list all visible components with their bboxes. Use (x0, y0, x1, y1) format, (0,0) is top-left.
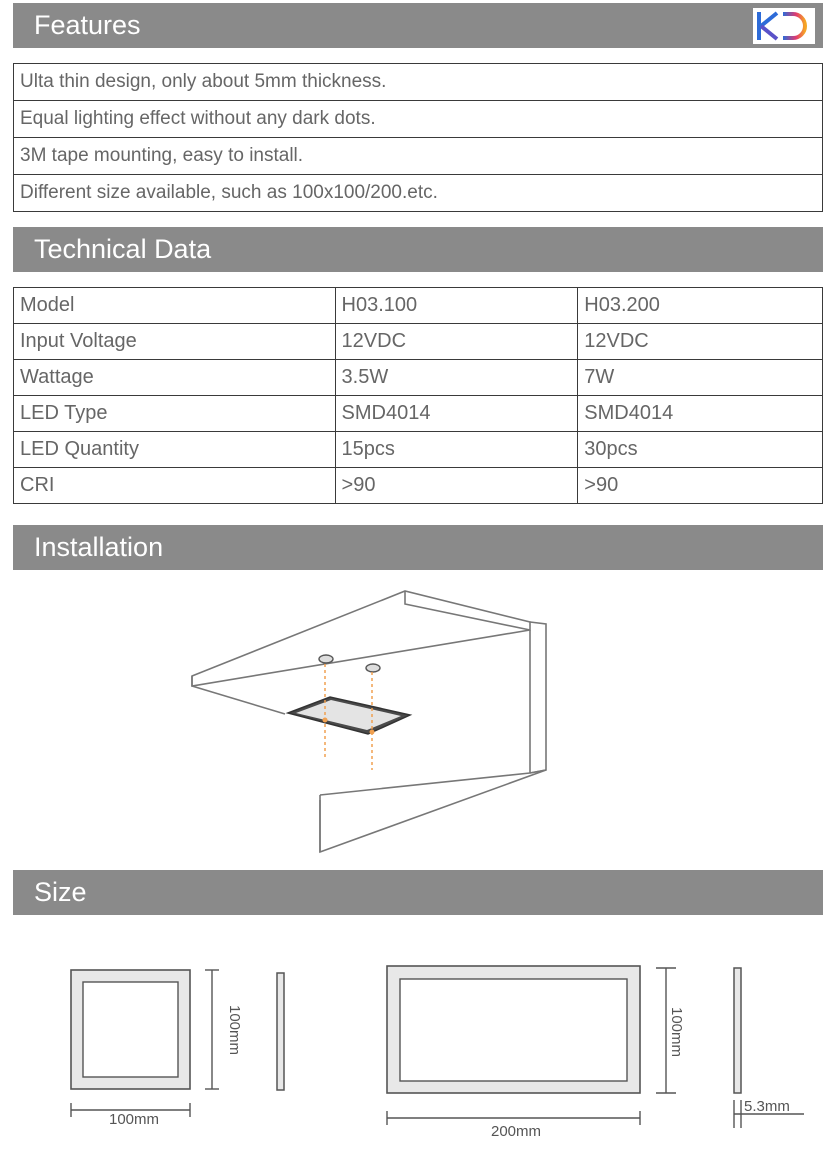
panel-200-front (387, 966, 640, 1093)
led-panel-icon (288, 697, 410, 734)
feature-item: 3M tape mounting, easy to install. (14, 138, 823, 175)
table-cell: 30pcs (578, 432, 823, 468)
installation-diagram (0, 570, 838, 870)
table-cell: 15pcs (335, 432, 578, 468)
table-cell: 7W (578, 360, 823, 396)
table-cell: H03.100 (335, 288, 578, 324)
table-cell: >90 (335, 468, 578, 504)
table-row (14, 360, 823, 396)
size-diagram (0, 915, 838, 1153)
installation-header (13, 525, 823, 570)
small-height-label: 100mm (226, 1004, 243, 1056)
table-cell: 12VDC (335, 324, 578, 360)
features-header (13, 3, 823, 48)
feature-row (14, 175, 823, 212)
table-cell: >90 (578, 468, 823, 504)
panel-100-side (277, 973, 284, 1090)
thickness-label: 5.3mm (744, 1098, 790, 1115)
feature-item: Ulta thin design, only about 5mm thickness. (14, 64, 823, 101)
table-cell: CRI (14, 468, 336, 504)
table-cell: Input Voltage (14, 324, 336, 360)
technical-title: Technical Data (34, 234, 212, 264)
table-cell: 12VDC (578, 324, 823, 360)
size-header (13, 870, 823, 915)
table-cell: Model (14, 288, 336, 324)
table-row (14, 288, 823, 324)
feature-item: Different size available, such as 100x100/200.etc. (14, 175, 823, 212)
table-row (14, 468, 823, 504)
technical-table (13, 287, 823, 504)
features-table (13, 63, 823, 212)
size-title: Size (34, 877, 87, 907)
kd-logo-icon (753, 8, 815, 44)
table-row (14, 396, 823, 432)
table-cell: 3.5W (335, 360, 578, 396)
feature-row (14, 138, 823, 175)
features-title: Features (34, 10, 141, 40)
feature-row (14, 64, 823, 101)
table-cell: SMD4014 (335, 396, 578, 432)
table-cell: H03.200 (578, 288, 823, 324)
table-row (14, 324, 823, 360)
small-width-label: 100mm (108, 1111, 160, 1128)
table-cell: Wattage (14, 360, 336, 396)
large-height-label: 100mm (668, 1006, 685, 1058)
feature-row (14, 101, 823, 138)
feature-item: Equal lighting effect without any dark dots. (14, 101, 823, 138)
large-width-label: 200mm (490, 1123, 542, 1140)
panel-100-front (71, 970, 190, 1089)
panel-200-side (734, 968, 741, 1093)
table-cell: SMD4014 (578, 396, 823, 432)
table-cell: LED Type (14, 396, 336, 432)
installation-title: Installation (34, 532, 164, 562)
table-row (14, 432, 823, 468)
technical-header (13, 227, 823, 272)
table-cell: LED Quantity (14, 432, 336, 468)
